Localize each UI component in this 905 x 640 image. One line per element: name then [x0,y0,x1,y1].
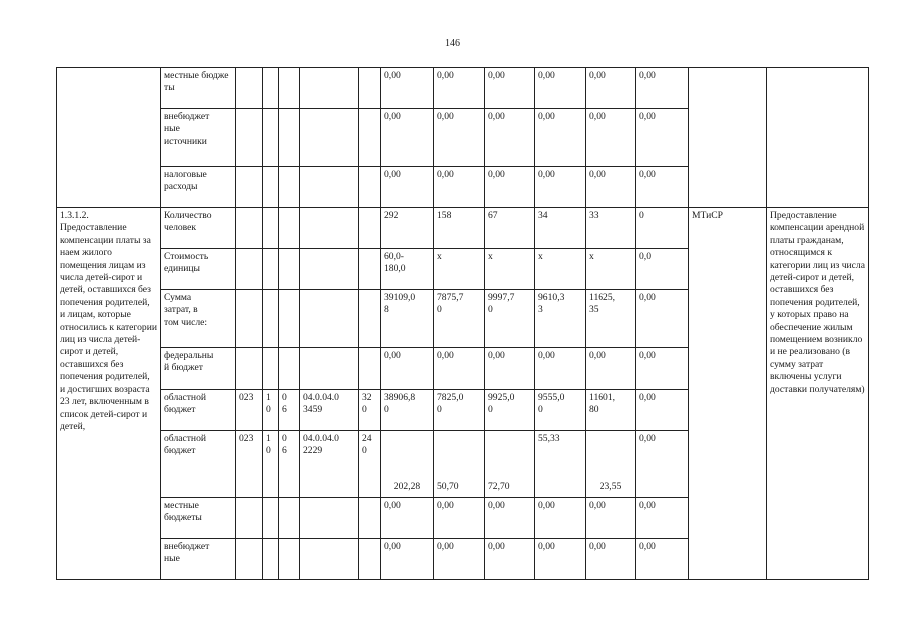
value-year-1: 0,00 [434,68,485,109]
blank-merged-cell [767,68,869,208]
target-article-code [300,290,359,348]
subsection-code: 0 6 [279,390,300,431]
kbk-code [236,348,263,390]
section-code [263,348,279,390]
section-code [263,208,279,249]
subsection-code [279,290,300,348]
target-article-code [300,109,359,167]
subsection-code [279,348,300,390]
value-year-3: 9610,3 3 [535,290,586,348]
expense-type-code [359,539,381,580]
value-year-3: х [535,249,586,290]
value-year-4: 23,55 [586,431,636,498]
value-year-2: 0,00 [485,539,535,580]
value-year-2: 67 [485,208,535,249]
kbk-code [236,109,263,167]
expense-type-code [359,167,381,208]
value-year-1: 0,00 [434,539,485,580]
target-article-code [300,348,359,390]
value-year-3: 0,00 [535,348,586,390]
value-year-4: 0,00 [586,68,636,109]
value-year-1: 0,00 [434,348,485,390]
funding-source-label: Стоимость единицы [161,249,236,290]
value-year-2: 9925,0 0 [485,390,535,431]
funding-source-label: Сумма затрат, в том числе: [161,290,236,348]
kbk-code [236,290,263,348]
kbk-code [236,539,263,580]
value-year-1: 50,70 [434,431,485,498]
value-year-5: 0,00 [636,498,689,539]
subsection-code [279,249,300,290]
value-year-1: 7825,0 0 [434,390,485,431]
kbk-code: 023 [236,431,263,498]
value-year-1: 0,00 [434,167,485,208]
value-year-4: 11601, 80 [586,390,636,431]
subsection-code [279,109,300,167]
section-code [263,249,279,290]
value-year-5: 0,00 [636,390,689,431]
section-code: 1 0 [263,431,279,498]
funding-source-label: местные бюджеты [161,498,236,539]
subsection-code [279,208,300,249]
value-year-1: х [434,249,485,290]
value-year-3: 0,00 [535,167,586,208]
value-year-5: 0,0 [636,249,689,290]
value-year-5: 0,00 [636,539,689,580]
subsection-code [279,539,300,580]
subsection-code [279,167,300,208]
funding-source-label: внебюджет ные [161,539,236,580]
value-total: 0,00 [381,539,434,580]
expense-type-code [359,208,381,249]
target-article-code: 04.0.04.0 3459 [300,390,359,431]
value-year-5: 0,00 [636,348,689,390]
value-total: 0,00 [381,498,434,539]
target-article-code [300,208,359,249]
value-year-5: 0 [636,208,689,249]
value-total: 0,00 [381,348,434,390]
value-total: 292 [381,208,434,249]
executor-cell: МТиСР [689,208,767,580]
measure-title: 1.3.1.2. Предоставление компенсации платы за наем жилого помещения лицам из числа детей-сирот и детей, оставшихся без попечения родителей, и лицам, которые относились к категории лиц из числа детей-сирот и детей, оставшихся без попечения родителей, и достигших возраста 23 лет, включенным в список детей-сирот и детей, [57,208,161,580]
value-year-4: 0,00 [586,167,636,208]
kbk-code [236,167,263,208]
expense-type-code [359,498,381,539]
blank-merged-cell [57,68,161,208]
value-year-4: 11625, 35 [586,290,636,348]
kbk-code [236,498,263,539]
value-total: 39109,0 8 [381,290,434,348]
value-year-2: 0,00 [485,348,535,390]
value-year-2: х [485,249,535,290]
funding-source-label: областной бюджет [161,431,236,498]
expense-type-code [359,109,381,167]
value-year-2: 72,70 [485,431,535,498]
target-article-code: 04.0.04.0 2229 [300,431,359,498]
value-total: 60,0- 180,0 [381,249,434,290]
table-row [57,68,869,109]
expense-type-code: 32 0 [359,390,381,431]
value-total: 38906,8 0 [381,390,434,431]
value-year-2: 0,00 [485,167,535,208]
expense-type-code [359,249,381,290]
value-year-4: 0,00 [586,109,636,167]
value-year-2: 9997,7 0 [485,290,535,348]
target-article-code [300,498,359,539]
section-code [263,539,279,580]
value-year-3: 0,00 [535,539,586,580]
value-year-5: 0,00 [636,167,689,208]
value-year-1: 7875,7 0 [434,290,485,348]
value-year-4: 0,00 [586,498,636,539]
kbk-code [236,208,263,249]
section-code [263,498,279,539]
value-year-1: 158 [434,208,485,249]
value-year-2: 0,00 [485,109,535,167]
subsection-code: 0 6 [279,431,300,498]
subsection-code [279,498,300,539]
value-total: 0,00 [381,167,434,208]
value-year-5: 0,00 [636,68,689,109]
value-year-3: 0,00 [535,68,586,109]
section-code [263,290,279,348]
value-year-5: 0,00 [636,290,689,348]
target-article-code [300,249,359,290]
section-code [263,68,279,109]
kbk-code: 023 [236,390,263,431]
blank-merged-cell [689,68,767,208]
expense-type-code [359,68,381,109]
funding-source-label: внебюджет ные источники [161,109,236,167]
kbk-code [236,68,263,109]
value-total: 202,28 [381,431,434,498]
target-article-code [300,539,359,580]
funding-source-label: налоговые расходы [161,167,236,208]
section-code [263,167,279,208]
value-year-4: 0,00 [586,348,636,390]
table-row [57,208,869,249]
value-year-3: 0,00 [535,109,586,167]
value-year-2: 0,00 [485,498,535,539]
value-year-3: 34 [535,208,586,249]
value-year-3: 55,33 [535,431,586,498]
page-number: 146 [445,38,460,49]
funding-source-label: областной бюджет [161,390,236,431]
value-year-5: 0,00 [636,431,689,498]
funding-source-label: местные бюджеты [161,68,236,109]
value-year-1: 0,00 [434,498,485,539]
value-year-3: 0,00 [535,498,586,539]
value-year-4: 0,00 [586,539,636,580]
budget-table [56,67,869,580]
section-code: 1 0 [263,390,279,431]
expense-type-code [359,348,381,390]
value-year-4: 33 [586,208,636,249]
kbk-code [236,249,263,290]
funding-source-label: Количество человек [161,208,236,249]
expense-type-code: 24 0 [359,431,381,498]
value-total: 0,00 [381,109,434,167]
value-year-2: 0,00 [485,68,535,109]
target-article-code [300,68,359,109]
funding-source-label: федеральны й бюджет [161,348,236,390]
section-code [263,109,279,167]
subsection-code [279,68,300,109]
expected-result-cell: Предоставление компенсации арендной платы гражданам, относящимся к категории лиц из числа детей-сирот и детей, оставшихся без попечения родителей, у которых право на обеспечение жилым помещением возникло и не реализовано (в сумму затрат включены услуги доставки получателям) [767,208,869,580]
value-year-5: 0,00 [636,109,689,167]
value-year-3: 9555,0 0 [535,390,586,431]
value-year-4: х [586,249,636,290]
expense-type-code [359,290,381,348]
value-year-1: 0,00 [434,109,485,167]
target-article-code [300,167,359,208]
value-total: 0,00 [381,68,434,109]
